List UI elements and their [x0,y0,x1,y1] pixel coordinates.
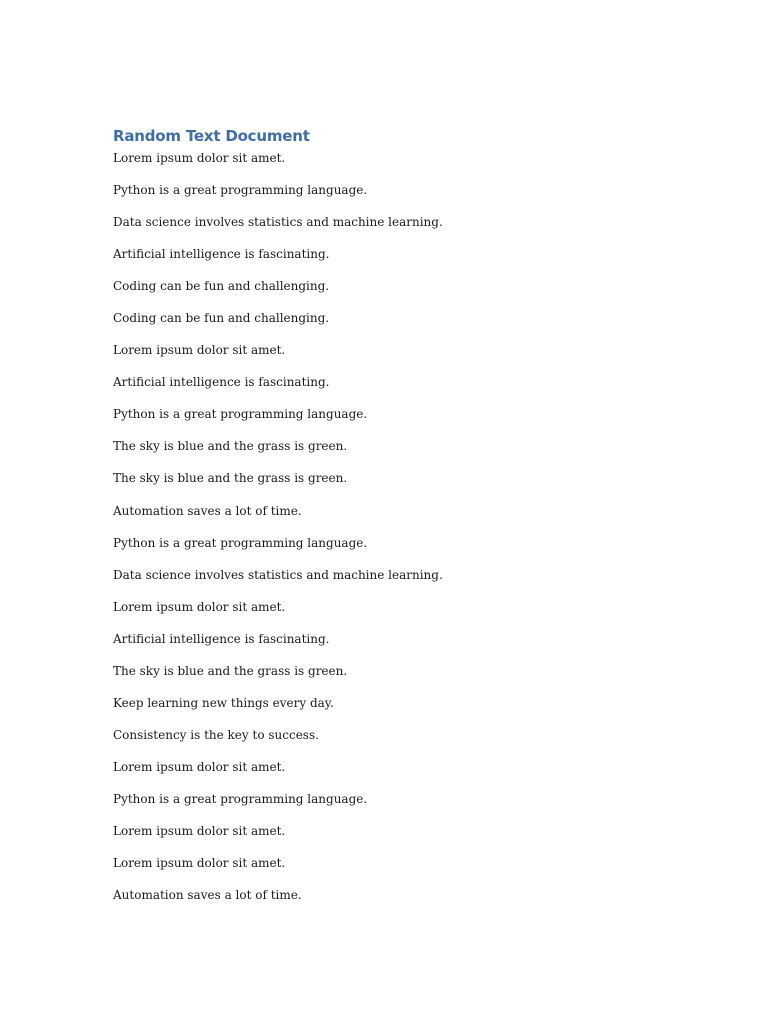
paragraph: Lorem ipsum dolor sit amet. [113,759,286,774]
paragraph: Lorem ipsum dolor sit amet. [113,151,286,165]
paragraph: The sky is blue and the grass is green. [113,663,348,678]
paragraph: Coding can be fun and challenging. [113,311,330,326]
document-title: Random Text Document [113,127,310,145]
paragraph: Keep learning new things every day. [113,695,334,710]
paragraph: Python is a great programming language. [113,407,368,422]
paragraph: The sky is blue and the grass is green. [113,439,348,454]
paragraph: Python is a great programming language. [113,791,368,806]
paragraph: Lorem ipsum dolor sit amet. [113,599,286,614]
paragraph: Lorem ipsum dolor sit amet. [113,343,286,358]
paragraph: Artificial intelligence is fascinating. [113,247,330,262]
paragraph: Lorem ipsum dolor sit amet. [113,823,286,838]
paragraph: Consistency is the key to success. [113,727,319,742]
paragraph: The sky is blue and the grass is green. [113,471,348,486]
paragraph-list [113,149,673,918]
paragraph: Artificial intelligence is fascinating. [113,631,330,646]
document-body [113,125,673,918]
paragraph: Data science involves statistics and machine learning. [113,215,443,230]
paragraph: Automation saves a lot of time. [113,888,302,903]
paragraph: Artificial intelligence is fascinating. [113,375,330,390]
paragraph: Data science involves statistics and machine learning. [113,567,443,582]
paragraph: Python is a great programming language. [113,535,368,550]
paragraph: Automation saves a lot of time. [113,503,302,518]
paragraph: Python is a great programming language. [113,183,368,198]
paragraph: Coding can be fun and challenging. [113,279,330,294]
paragraph: Lorem ipsum dolor sit amet. [113,856,286,871]
